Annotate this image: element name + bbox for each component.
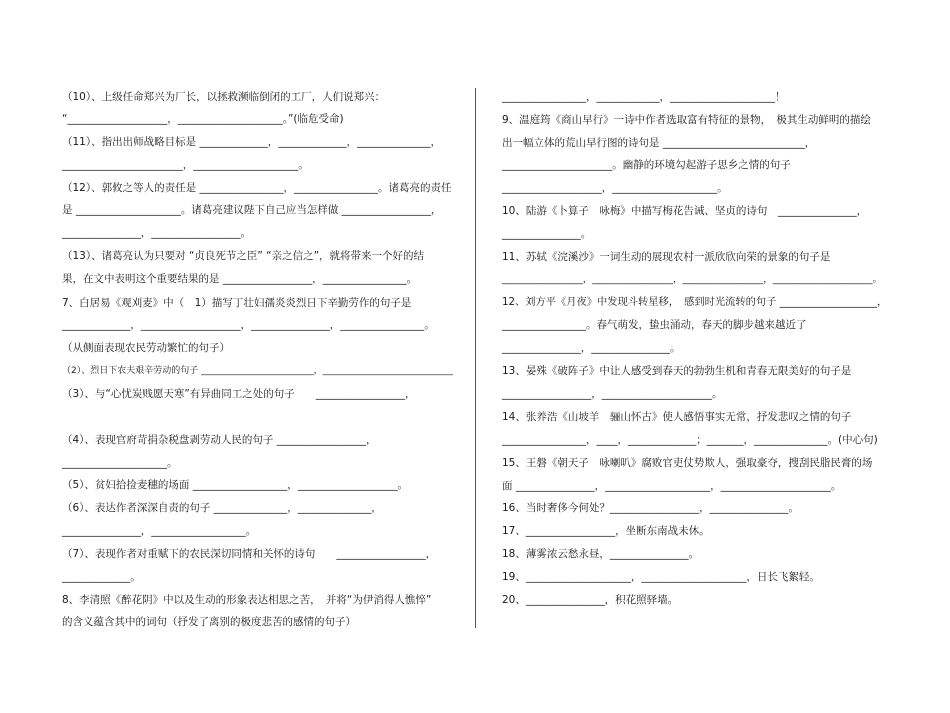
text-line: _____________________。幽静的环境勾起游子思乡之情的句子	[502, 159, 791, 171]
text-line: _______________。	[502, 228, 592, 240]
text-line: （7）、表现作者对重赋下的农民深切同情和关怀的诗句 _________________，	[62, 548, 437, 560]
text-line: 7、白居易《观刈麦》中（ 1）描写丁壮妇孺炎炎烈日下辛勤劳作的句子是	[62, 297, 412, 309]
text-line: _______________，_______________。	[502, 342, 681, 354]
text-line: （13）、诸葛亮认为只要对 “贞良死节之臣” “亲之信之”，就将带来一个好的结	[62, 250, 425, 262]
text-line: 9、温庭筠《商山早行》一诗中作者选取富有特征的景物， 极其生动鲜明的描绘	[502, 114, 871, 126]
text-line: （10）、上级任命郑兴为厂长，以拯救濒临倒闭的工厂，人们说郑兴：	[62, 91, 386, 103]
text-line: ____________________。	[62, 457, 178, 469]
text-line: （从侧面表现农民劳动繁忙的句子）	[62, 342, 230, 354]
text-line: 出一幅立体的荒山早行图的诗句是 ___________________________，	[502, 137, 816, 149]
text-line: 面 _______________，____________________，_____________________。	[502, 480, 842, 492]
text-line: 16、当时奢侈今何处？_________________，_______________。	[502, 502, 799, 514]
text-line: 20、_______________，积花照驿墙。	[502, 594, 679, 606]
text-line: 12、刘方平《月夜》中发现斗转星移， 感到时光流转的句子 ___________________，	[502, 296, 888, 308]
text-line: （3）、与“心忧炭贱愿天寒”有异曲同工之处的句子 _________________，	[62, 388, 416, 400]
text-line: （12）、郭攸之等人的责任是 ________________，________________。诸葛亮的责任	[62, 182, 452, 194]
text-line: _____________。	[62, 571, 141, 583]
text-line: 13、晏殊《破阵子》中让人感受到春天的勃勃生机和青春无限美好的句子是	[502, 365, 852, 377]
text-line: 10、陆游《卜算子 咏梅》中描写梅花告诫、坚贞的诗句 _______________，	[502, 205, 868, 217]
text-line: _________________，_____________________。	[502, 388, 723, 400]
text-line: 17、_________________，坐断东南战未休。	[502, 525, 710, 537]
text-line: ________________，____________，____________________！	[502, 91, 786, 103]
text-line: _______________________，____________________。	[62, 159, 309, 171]
text-line: （5）、贫妇拾捡麦穗的场面 __________________，___________________。	[62, 479, 409, 491]
text-line: 的含义蕴含其中的词句（抒发了离别的极度悲苦的感情的句子）	[62, 616, 356, 628]
text-line: （11）、指出出师战略目标是 _____________，_____________，______________，	[62, 136, 441, 148]
text-line: （4）、表现官府苛捐杂税盘剥劳动人民的句子 _________________，	[62, 434, 377, 446]
text-line: （2）、烈日下农夫艰辛劳动的句子 _________________________，_____________________________	[62, 366, 454, 376]
text-line: 果，在文中表明这个重要结果的是 _________________，________________。	[62, 273, 418, 285]
text-line: 11、苏轼《浣溪沙》一词生动的展现农村一派欣欣向荣的景象的句子是	[502, 251, 831, 263]
text-line: _______________，__________________。	[62, 525, 257, 537]
text-line: “___________________，____________________。”(临危受命)	[62, 113, 344, 125]
text-line: 15、王磐《朝天子 咏喇叭》腐败官吏仗势欺人，强取豪夺，搜刮民脂民膏的场	[502, 457, 873, 469]
text-line: 8、李清照《醉花阴》中以及生动的形象表达相思之苦， 并将“为伊消得人憔悴”	[62, 594, 432, 606]
text-line: _______________，_________________。	[62, 227, 251, 239]
text-line: 19、____________________，____________________，日长飞絮轻。	[502, 571, 820, 583]
text-line: 是 ____________________。诸葛亮建议陛下自己应当怎样做 _________________，	[62, 204, 442, 216]
column-divider	[475, 88, 476, 628]
text-line: ___________________，____________________。	[502, 182, 728, 194]
text-line: ________________，____，_____________；_______，______________。(中心句)	[502, 434, 878, 446]
text-line: （6）、表达作者深深自责的句子 ______________，______________，	[62, 502, 382, 514]
text-line: ________________。春气萌发，蛰虫涌动，春天的脚步越来越近了	[502, 319, 807, 331]
text-line: 18、薄雾浓云愁永昼，_______________。	[502, 548, 700, 560]
text-line: _____________，___________________，_______________，________________。	[62, 319, 435, 331]
text-line: _________________，_________________，_________________，_____________________。	[502, 274, 883, 285]
text-line: 14、张养浩《山坡羊 骊山怀古》使人感悟事实无常，抒发悲叹之情的句子	[502, 411, 852, 423]
